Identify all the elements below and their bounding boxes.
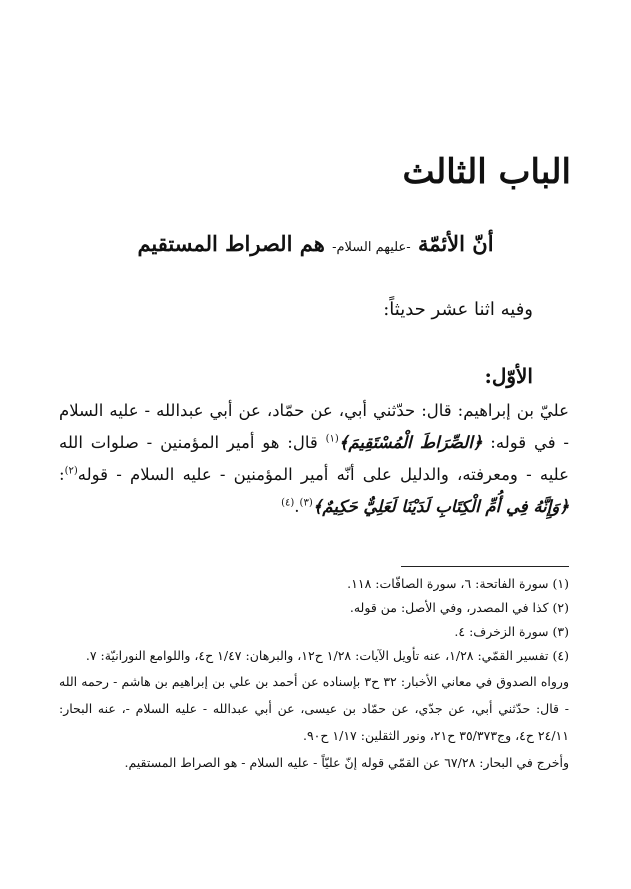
intro-text: وفيه اثنا عشر حديثاً: [383, 299, 533, 320]
quran-verse-1: ﴿الصِّرَاطَ الْمُسْتَقِيمَ﴾ [338, 433, 483, 452]
footnote-separator [401, 566, 569, 567]
footnotes [59, 572, 569, 776]
footnote-4: (٤) تفسير القمّي: ١/٢٨، عنه تأويل الآيات: ١/٢٨ ح١٢، والبرهان: ١/٤٧ ح٤، واللوامع النورانيّة: ٧. [85, 648, 569, 663]
footnote-3: (٣) سورة الزخرف: ٤. [454, 624, 569, 639]
hadith-label: الأوّل: [484, 364, 533, 388]
subtitle-part1: أنّ الأئمّة [417, 231, 494, 256]
chapter-title: الباب الثالث [402, 152, 571, 192]
quran-verse-2: ﴿وَإِنَّهُ فِي أُمِّ الْكِتَابِ لَدَيْنَا لَعَلِيٌّ حَكِيمٌ﴾ [312, 497, 569, 516]
hadith-text [59, 395, 569, 523]
colon: : [59, 465, 65, 484]
footnote-2: (٢) كذا في المصدر، وفي الأصل: من قوله. [349, 600, 569, 615]
footnote-ref-2: (٢) [64, 465, 78, 477]
footnote-note-2: وأخرج في البحار: ٦٧/٢٨ عن القمّي قوله إنّ عليّاً - عليه السلام - هو الصراط المستقيم. [124, 755, 569, 770]
subtitle-part3: هم الصراط المستقيم [137, 231, 325, 256]
chapter-subtitle [60, 228, 571, 264]
hadith-text-a: عليّ بن إبراهيم: قال: حدّثني أبي، عن حمّاد، عن أبي عبدالله - عليه السلام - في قوله: [59, 401, 569, 452]
sentence-end: . [294, 497, 300, 516]
subtitle-part2: -عليهم السلام- [332, 240, 411, 255]
footnote-note-1: ورواه الصدوق في معاني الأخبار: ٣٢ ح٣ بإسناده عن أحمد بن علي بن إبراهيم بن هاشم - رحمه الله - قال: حدّثني أبي، عن جدّي، عن حمّاد بن عيسى، عن أبي عبدالله - عليه السلام -، عنه البحار: ٢٤/١١ ح٤، وج٣٥/٣٧٣ ح٢١، ونور الثقلين: ١/١٧ ح٩٠. [59, 674, 569, 743]
footnote-ref-4: (٤) [281, 497, 295, 509]
footnote-ref-1: (١) [325, 433, 339, 445]
footnote-ref-3: (٣) [299, 497, 313, 509]
footnote-1: (١) سورة الفاتحة: ٦، سورة الصافّات: ١١٨. [347, 576, 569, 591]
hadith-text-b: قال: هو أمير المؤمنين - صلوات الله عليه - ومعرفته، والدليل على أنّه أمير المؤمنين - عليه السلام - قوله [59, 433, 569, 484]
